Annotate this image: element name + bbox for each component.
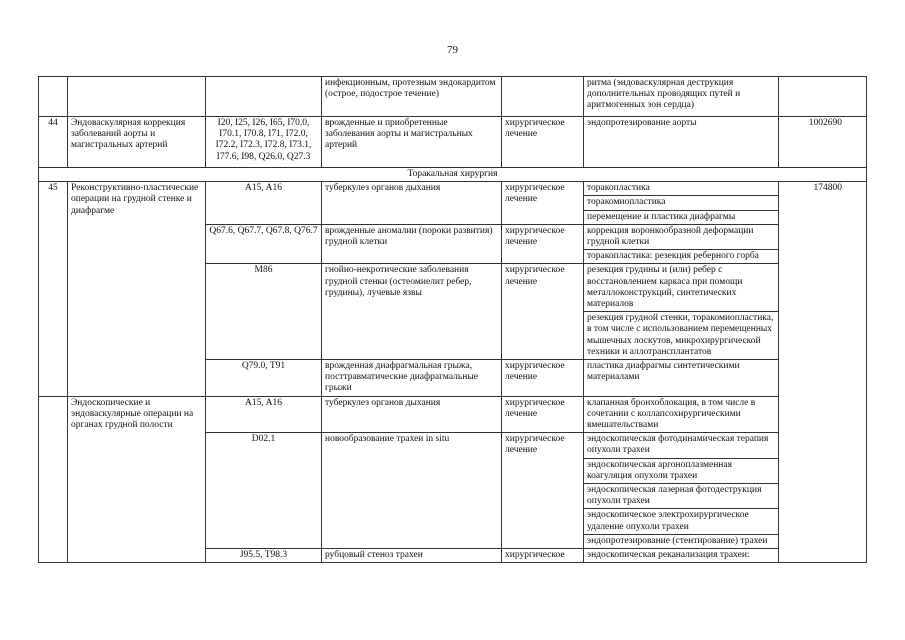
treatment-type: хирургическое лечение (502, 182, 584, 225)
treatment-method: коррекция воронкообразной деформации грудной клетки (587, 225, 754, 248)
treatment-type: хирургическое лечение (502, 224, 584, 264)
patient-model: инфекционным, протезным эндокардитом (острое, подострое течение) (322, 77, 502, 117)
row-number (39, 396, 68, 563)
treatment-method: эндоскопическая реканализация трахеи: (587, 550, 750, 561)
treatment-method: торакомиопластика (584, 195, 778, 209)
treatment-methods (584, 182, 779, 225)
treatment-method: резекция грудной стенки, торакомиопластика, в том числе с использованием перемещенных мышечных лоскутов, микрохирургической техники и аллотрансплантатов (584, 311, 778, 359)
treatment-method: эндоскопическая аргоноплазменная коагуляция опухоли трахеи (584, 458, 778, 483)
treatment-type: хирургическое лечение (502, 117, 584, 168)
icd-codes: I20, I25, I26, I65, I70.0, I70.1, I70.8, I71, I72.0, I72.2, I72.3, I72.8, I73.1, I77.6, I98, Q26.0, Q27.3 (206, 117, 322, 168)
procedure-group: Эндоваскулярная коррекция заболеваний аорты и магистральных артерий (68, 117, 206, 168)
treatment-type: хирургическое (502, 549, 584, 563)
treatment-method: торакопластика: резекция реберного горба (584, 249, 778, 263)
treatment-method: эндоскопическая лазерная фотодеструкция опухоли трахеи (584, 483, 778, 508)
patient-model: новообразование трахеи in situ (322, 433, 502, 549)
price: 174800 (779, 182, 867, 563)
row-number (39, 77, 68, 117)
treatment-method: эндоскопическая фотодинамическая терапия опухоли трахеи (587, 434, 769, 456)
icd-codes (206, 77, 322, 117)
icd-codes: A15, A16 (206, 182, 322, 225)
treatment-method: перемещение и пластика диафрагмы (584, 210, 778, 224)
table-row (39, 117, 867, 168)
treatment-type (502, 77, 584, 117)
table-row (39, 396, 867, 433)
treatment-method: эндоскопическое электрохирургическое удаление опухоли трахеи (584, 508, 778, 533)
section-title: Торакальная хирургия (39, 168, 867, 182)
treatment-methods (584, 549, 779, 563)
patient-model: туберкулез органов дыхания (322, 396, 502, 433)
patient-model: туберкулез органов дыхания (322, 182, 502, 225)
procedure-group (68, 77, 206, 117)
patient-model: врожденные и приобретенные заболевания аорты и магистральных артерий (322, 117, 502, 168)
treatment-method: резекция грудины и (или) ребер с восстановлением каркаса при помощи металлоконструкций, синтетических материалов (587, 265, 743, 310)
price: 1002690 (779, 117, 867, 168)
icd-codes: M86 (206, 264, 322, 360)
row-number: 44 (39, 117, 68, 168)
treatment-type: хирургическое лечение (502, 396, 584, 433)
table-row (39, 182, 867, 225)
treatment-methods (584, 264, 779, 360)
patient-model: врожденная диафрагмальная грыжа, посттравматические диафрагмальные грыжи (322, 360, 502, 397)
icd-codes: Q79.0, T91 (206, 360, 322, 397)
treatment-method: клапанная бронхоблокация, в том числе в сочетании с коллапсохирургическими вмешательствами (587, 397, 756, 431)
patient-model: гнойно-некротические заболевания грудной стенки (остеомиелит ребер, грудины), лучевые язвы (322, 264, 502, 360)
treatment-method: эндопротезирование аорты (584, 117, 779, 168)
treatment-method: пластика диафрагмы синтетическими материалами (587, 361, 740, 383)
page-number: 79 (447, 44, 458, 56)
treatment-type: хирургическое лечение (502, 264, 584, 360)
treatment-methods (584, 224, 779, 264)
patient-model: рубцовый стеноз трахеи (322, 549, 502, 563)
table-row (39, 77, 867, 117)
treatment-method: торакопластика (587, 183, 650, 194)
icd-codes: A15, A16 (206, 396, 322, 433)
price (779, 77, 867, 117)
treatment-type: хирургическое лечение (502, 433, 584, 549)
treatment-methods (584, 433, 779, 549)
treatment-method: эндопротезирование (стентирование) трахеи (584, 534, 778, 548)
icd-codes: Q67.6, Q67.7, Q67.8, Q76.7 (206, 224, 322, 264)
row-number: 45 (39, 182, 68, 396)
procedures-table (38, 76, 867, 563)
treatment-methods (584, 360, 779, 397)
icd-codes: J95.5, T98.3 (206, 549, 322, 563)
patient-model: врожденные аномалии (пороки развития) грудной клетки (322, 224, 502, 264)
treatment-type: хирургическое лечение (502, 360, 584, 397)
icd-codes: D02.1 (206, 433, 322, 549)
procedure-group: Эндоскопические и эндоваскулярные операции на органах грудной полости (68, 396, 206, 563)
treatment-methods (584, 396, 779, 433)
treatment-method: ритма (эндоваскулярная деструкция дополнительных проводящих путей и аритмогенных зон сердца) (584, 77, 779, 117)
procedure-group: Реконструктивно-пластические операции на грудной стенке и диафрагме (68, 182, 206, 396)
section-row (39, 168, 867, 182)
